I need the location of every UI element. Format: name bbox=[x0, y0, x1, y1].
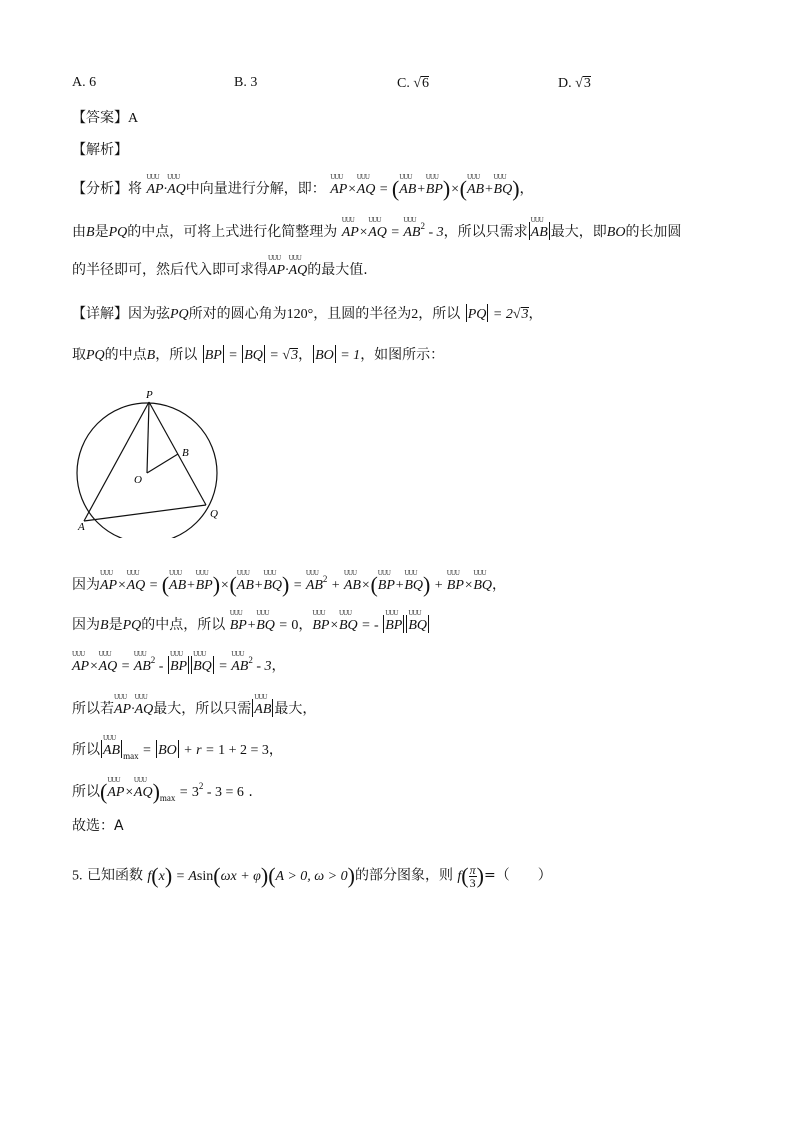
answer-value: A bbox=[128, 111, 139, 126]
option-d-label: D. bbox=[558, 76, 572, 91]
step-text: 最大， bbox=[274, 701, 317, 717]
fenxi-text: 中向量进行分解，即： bbox=[185, 181, 326, 197]
segment-pa bbox=[84, 402, 149, 521]
question-5: 5. 已知函数 f(x) = Asin(ωx + φ)(A > 0, ω > 0)的部分图象，则 f( $\frac{\pi}{3}$ )=（ ） bbox=[72, 862, 552, 890]
conclusion: 故选：A bbox=[72, 818, 124, 834]
xiangjie-line-1: 【详解】因为弦PQ所对的圆心角为120°，且圆的半径为2，所以 PQ = 2√3， bbox=[72, 306, 543, 322]
segment-ob bbox=[147, 454, 178, 473]
step-3: UUU AP×UUU AQ = UUU $AB^2$ - UUU BPUUU BQ = UUU $AB^2 - 3$， bbox=[72, 656, 285, 674]
fenxi-text: 将 bbox=[128, 181, 142, 197]
question-text: 已知函数 bbox=[86, 867, 143, 884]
fenxi-text: 是 bbox=[94, 224, 109, 240]
option-b: B. 3 bbox=[234, 75, 258, 90]
xiangjie-text: ，且圆的半径为 bbox=[313, 306, 412, 322]
step-6: 所以(UUU AP×UUU $AQ)_{max} = 3^2 - 3 = 6$ . bbox=[72, 781, 253, 803]
circle-figure bbox=[72, 388, 232, 538]
step-text: 的中点，所以 bbox=[141, 617, 226, 633]
label-a: A bbox=[78, 521, 85, 533]
option-d: D. √3 bbox=[558, 76, 591, 91]
fenxi-text: 的最大值. bbox=[307, 262, 368, 278]
fenxi-line-1: 【分析】将 UUU AP·UUU AQ中向量进行分解，即： UUU AP×UUU AQ = (UUU AB+UUU BP)×(UUU AB+UUU BQ)， bbox=[72, 178, 534, 200]
xiangjie-text: ，如图所示： bbox=[360, 347, 445, 363]
label-b: B bbox=[182, 447, 189, 459]
fenxi-text: 的半径即可，然后代入即可求得 bbox=[72, 262, 268, 278]
fenxi-line-2: 由B是PQ的中点，可将上式进行化简整理为 UUU AP×UUU AQ = UUU $AB^2 - 3$，所以只需求UUU AB 最大，即BO的长加圆 bbox=[72, 222, 681, 240]
step-text: 所以 bbox=[72, 784, 100, 800]
step-text: 因为 bbox=[72, 577, 100, 593]
xiangjie-line-2: 取PQ的中点B，所以 BP = BQ = √3， BO = 1，如图所示： bbox=[72, 347, 445, 363]
option-d-value: 3 bbox=[583, 76, 591, 91]
fenxi-tag: 【分析】 bbox=[72, 181, 128, 197]
xiangjie-text: 所对的圆心角为 bbox=[188, 306, 287, 322]
segment-aq bbox=[84, 505, 206, 521]
step-text: 所以若 bbox=[72, 701, 114, 717]
xiangjie-text: 的中点 bbox=[104, 347, 147, 363]
step-2: 因为B是PQ的中点，所以 UUU BP+UUU BQ = 0，UUU BP×UUU BQ = - UUU BPUUU BQ bbox=[72, 615, 430, 633]
central-angle: 120° bbox=[286, 307, 314, 322]
xiangjie-text: ，所以 bbox=[155, 347, 198, 363]
xiangjie-tag: 【详解】 bbox=[72, 306, 128, 322]
question-number: 5. bbox=[72, 868, 83, 884]
step-5: 所以UUU AB $_{max}$ = BO + r = 1 + 2 = 3， bbox=[72, 740, 283, 761]
option-c-value: 6 bbox=[422, 76, 430, 91]
analysis-tag: 【解析】 bbox=[72, 142, 128, 158]
answer-tag: 【答案】 bbox=[72, 110, 128, 126]
question-text: 的部分图象，则 bbox=[354, 867, 453, 884]
option-c: C. √6 bbox=[397, 76, 430, 91]
fenxi-text: 最大，即 bbox=[550, 224, 607, 240]
step-text: 是 bbox=[108, 617, 123, 633]
step-text: 最大，所以只需 bbox=[153, 701, 252, 717]
step-text: 所以 bbox=[72, 742, 100, 758]
xiangjie-text: 取 bbox=[72, 347, 86, 363]
label-o: O bbox=[134, 474, 142, 486]
segment-po bbox=[147, 402, 149, 473]
fenxi-text: 由 bbox=[72, 224, 86, 240]
segment-pq bbox=[149, 402, 206, 505]
option-a: A. 6 bbox=[72, 75, 97, 90]
label-q: Q bbox=[210, 508, 218, 520]
step-4: 所以若UUU AP·UUU AQ最大，所以只需UUU AB 最大， bbox=[72, 699, 316, 717]
fenxi-line-3: 的半径即可，然后代入即可求得UUU AP·UUU AQ的最大值. bbox=[72, 263, 368, 278]
fenxi-text: ，所以只需求 bbox=[443, 224, 528, 240]
step-1: 因为UUU AP×UUU AQ = (UUU AB+UUU BP)×(UUU AB+UUU BQ) = UUU $AB^2$ + UUU AB×(UUU BP+UUU BQ) + UUU BP×UUU BQ， bbox=[72, 574, 506, 596]
xiangjie-text: 因为弦 bbox=[128, 306, 170, 322]
fenxi-text: 的中点，可将上式进行化简整理为 bbox=[127, 224, 338, 240]
label-p: P bbox=[146, 389, 153, 401]
answer-line bbox=[72, 111, 138, 126]
fenxi-text: 的长加圆 bbox=[625, 224, 682, 240]
step-text: 因为 bbox=[72, 617, 100, 633]
radius-value: 2 bbox=[411, 307, 419, 322]
xiangjie-text: ，所以 bbox=[418, 306, 461, 322]
question-text: =（ ） bbox=[483, 867, 552, 884]
option-c-label: C. bbox=[397, 76, 410, 91]
